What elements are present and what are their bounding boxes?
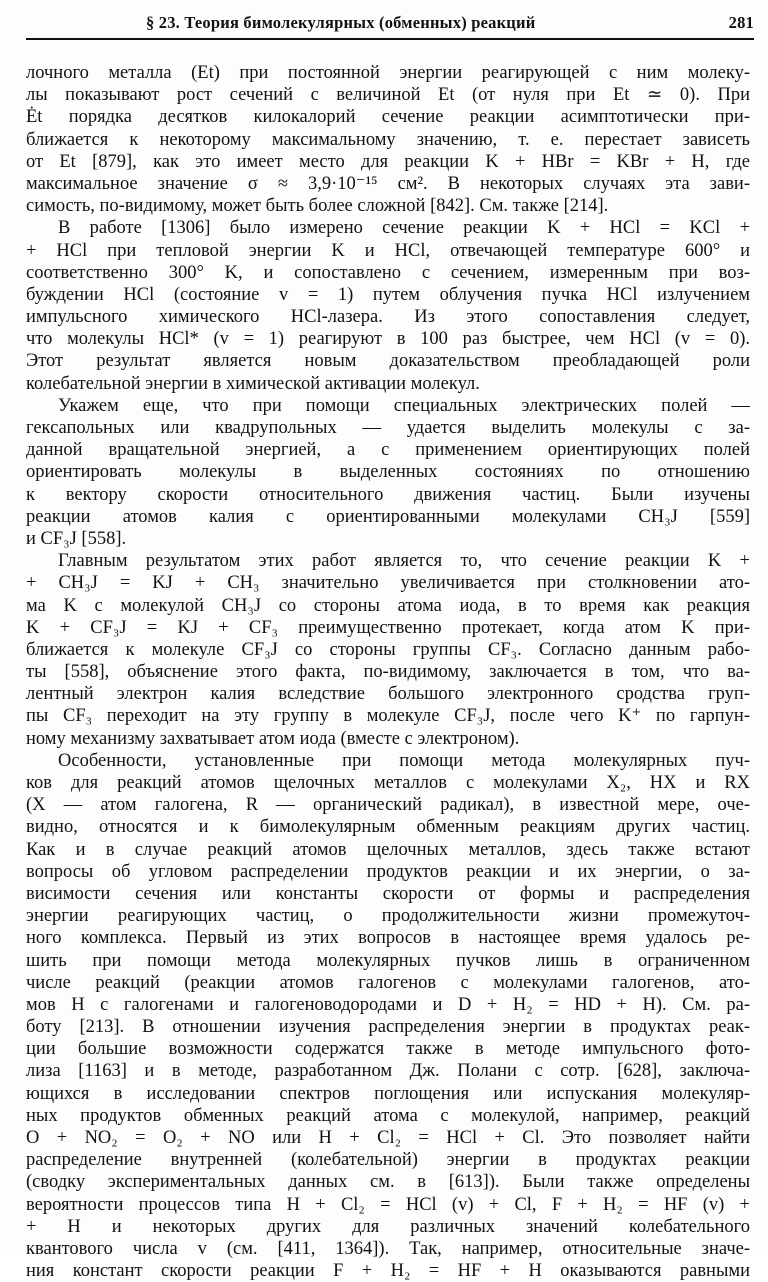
- text-line: числе реакций (реакции атомов галогенов с молекулами галогенов, ато-: [26, 972, 750, 993]
- text-line: лиза [1163] и в методе, разработанном Дж. Полани с сотр. [628], заключа-: [26, 1061, 750, 1082]
- text-line: лочного металла (Et) при постоянной энергии реагирующей с ним молеку-: [26, 63, 750, 83]
- text-line: мов H с галогенами и галогеноводородами и D + H₂ = HD + H). См. ра-: [26, 994, 750, 1015]
- text-line: энергии реагирующих частиц, о продолжительности жизни промежуточ-: [26, 906, 750, 927]
- text-line: соответственно 300° K, и сопоставлено с сечением, измеренным при воз-: [26, 262, 750, 283]
- text-line: и CF₃J [558].: [26, 528, 127, 549]
- text-line: + H и некоторых других для различных значений колебательного: [26, 1216, 750, 1237]
- text-line: ков для реакций атомов щелочных металлов с молекулами X₂, HX и RX: [26, 773, 750, 793]
- text-line: ближается к некоторому максимальному значению, т. е. перестает зависеть: [26, 129, 750, 150]
- text-line: буждении HCl (состояние v = 1) путем облучения пучка HCl излучением: [26, 284, 750, 305]
- text-line: что молекулы HCl* (v = 1) реагируют в 100 раз быстрее, чем HCl (v = 0).: [26, 329, 750, 350]
- text-line: видно, относятся и к бимолекулярным обменным реакциям других частиц.: [26, 817, 750, 838]
- text-line: ориентировать молекулы в выделенных состояниях по отношению: [26, 462, 750, 483]
- text-line: Укажем еще, что при помощи специальных электрических полей —: [58, 395, 750, 416]
- text-line: ному механизму захватывает атом иода (вместе с электроном).: [26, 728, 520, 749]
- text-line: ющихся в исследовании спектров поглощения или испускания молекуляр-: [26, 1083, 750, 1104]
- header-rule: [26, 38, 754, 40]
- text-line: лы показывают рост сечений с величиной Et (от нуля при Et ≃ 0). При: [26, 85, 750, 106]
- text-line: пы CF₃ переходит на эту группу в молекуле CF₃J, после чего K⁺ по гарпун-: [26, 706, 750, 727]
- text-line: импульсного химического HCl-лазера. Из этого сопоставления следует,: [26, 307, 750, 328]
- section-title: § 23. Теория бимолекулярных (обменных) реакций: [146, 13, 536, 32]
- text-line: квантового числа v (см. [411, 1364]). Так, например, относительные значе-: [26, 1238, 750, 1259]
- text-line: распределение внутренней (колебательной) энергии в продуктах реакции: [26, 1150, 750, 1171]
- text-line: ных продуктов обменных реакций атома с молекулой, например, реакций: [26, 1105, 750, 1126]
- text-line: ного комплекса. Первый из этих вопросов в настоящее время удалось ре-: [26, 928, 750, 949]
- text-line: Как и в случае реакций атомов щелочных металлов, здесь также встают: [26, 839, 750, 860]
- text-line: реакции атомов калия с ориентированными молекулами CH₃J [559]: [26, 506, 750, 527]
- text-line: от Et [879], как это имеет место для реакции K + HBr = KBr + H, где: [26, 151, 750, 172]
- text-line: висимости сечения или константы скорости от формы и распределения: [26, 883, 750, 904]
- text-line: O + NO₂ = O₂ + NO или H + Cl₂ = HCl + Cl. Это позволяет найти: [26, 1128, 750, 1148]
- text-line: ма K с молекулой CH₃J со стороны атома иода, в то время как реакция: [26, 595, 750, 616]
- text-line: шить при помощи метода молекулярных пучков лишь в ограниченном: [26, 950, 750, 971]
- text-line: гексапольных или квадрупольных — удается выделить молекулы с за-: [26, 418, 750, 438]
- text-line: (сводку экспериментальных данных см. в [613]). Были также определены: [26, 1172, 750, 1193]
- text-line: + HCl при тепловой энергии K и HCl, отвечающей температуре 600° и: [26, 240, 750, 261]
- body-text: [26, 62, 750, 1282]
- text-line: ближается к молекуле CF₃J со стороны группы CF₃. Согласно данным рабо-: [26, 639, 750, 660]
- text-line: ции большие возможности содержатся также в методе импульсного фото-: [26, 1039, 750, 1060]
- text-line: лентный электрон калия вследствие большого электронного сродства груп-: [26, 684, 750, 705]
- text-line: ния констант скорости реакции F + H₂ = HF + H оказываются равными: [26, 1261, 750, 1282]
- text-line: максимальное значение σ ≈ 3,9·10⁻¹⁵ см². В некоторых случаях эта зави-: [26, 173, 750, 194]
- text-line: K + CF₃J = KJ + CF₃ преимущественно протекает, когда атом K при-: [26, 617, 750, 638]
- text-line: В работе [1306] было измерено сечение реакции K + HCl = KCl +: [58, 218, 750, 239]
- text-line: Этот результат является новым доказательством преобладающей роли: [26, 351, 750, 372]
- text-line: (X — атом галогена, R — органический радикал), в известной мере, оче-: [26, 795, 750, 816]
- text-line: вероятности процессов типа H + Cl₂ = HCl (v) + Cl, F + H₂ = HF (v) +: [26, 1194, 750, 1215]
- text-line: Особенности, установленные при помощи метода молекулярных пуч-: [58, 750, 750, 771]
- text-line: к вектору скорости относительного движения частиц. Были изучены: [26, 484, 750, 505]
- text-line: Главным результатом этих работ является то, что сечение реакции K +: [58, 551, 750, 572]
- text-line: вопросы об угловом распределении продуктов реакции и их энергии, о за-: [26, 861, 750, 882]
- text-line: колебательной энергии в химической активации молекул.: [26, 373, 480, 394]
- text-line: симость, по-видимому, может быть более сложной [842]. См. также [214].: [26, 196, 609, 217]
- page-number: 281: [728, 13, 754, 32]
- text-line: Ėt порядка десятков килокалорий сечение реакции асимптотически при-: [26, 107, 750, 128]
- text-line: данной вращательной энергией, а с применением ориентирующих полей: [26, 440, 750, 461]
- running-header: [26, 10, 754, 34]
- text-line: боту [213]. В отношении изучения распределения энергии в продуктах реак-: [26, 1017, 750, 1038]
- text-line: ты [558], объяснение этого факта, по-видимому, заключается в том, что ва-: [26, 662, 750, 683]
- text-line: + CH₃J = KJ + CH₃ значительно увеличивается при столкновении ато-: [26, 573, 750, 594]
